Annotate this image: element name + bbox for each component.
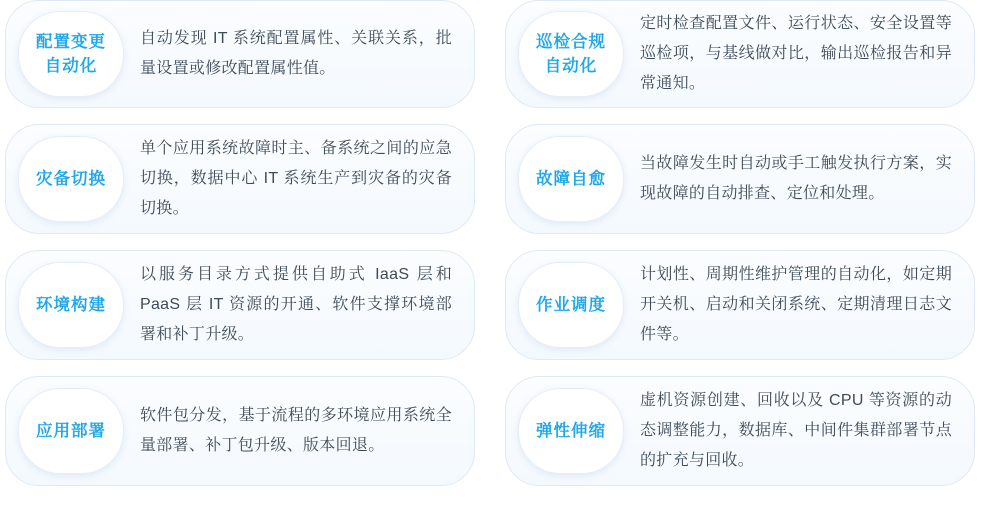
capability-badge bbox=[18, 388, 124, 474]
badge-title-line-1: 弹性伸缩 bbox=[536, 422, 606, 440]
badge-title-line-1: 巡检合规 bbox=[536, 33, 606, 51]
capability-card-config-change[interactable] bbox=[5, 0, 475, 108]
left-column bbox=[5, 0, 485, 507]
capability-badge bbox=[518, 262, 624, 348]
capability-description: 软件包分发，基于流程的多环境应用系统全量部署、补丁包升级、版本回退。 bbox=[140, 407, 452, 454]
badge-title-line-1: 环境构建 bbox=[36, 296, 106, 314]
right-column bbox=[505, 0, 985, 507]
badge-title-line-1: 灾备切换 bbox=[36, 170, 106, 188]
capability-description: 当故障发生时自动或手工触发执行方案，实现故障的自动排查、定位和处理。 bbox=[640, 155, 952, 202]
capability-description: 虚机资源创建、回收以及 CPU 等资源的动态调整能力，数据库、中间件集群部署节点的扩充与回收。 bbox=[640, 392, 952, 469]
capability-badge bbox=[18, 11, 124, 97]
capability-card-disaster-recovery-switch[interactable] bbox=[5, 124, 475, 234]
capability-description: 自动发现 IT 系统配置属性、关联关系，批量设置或修改配置属性值。 bbox=[140, 30, 452, 77]
capability-card-app-deployment[interactable] bbox=[5, 376, 475, 486]
capability-card-inspection-compliance[interactable] bbox=[505, 0, 975, 108]
capability-card-fault-self-healing[interactable] bbox=[505, 124, 975, 234]
capability-badge bbox=[518, 11, 624, 97]
badge-title-line-2: 自动化 bbox=[544, 57, 598, 75]
capability-badge bbox=[18, 136, 124, 222]
capability-description: 计划性、周期性维护管理的自动化，如定期开关机、启动和关闭系统、定期清理日志文件等。 bbox=[640, 266, 952, 343]
badge-title-line-2: 自动化 bbox=[44, 57, 98, 75]
badge-title-line-1: 应用部署 bbox=[36, 422, 106, 440]
capability-card-job-scheduling[interactable] bbox=[505, 250, 975, 360]
capability-description: 单个应用系统故障时主、备系统之间的应急切换，数据中心 IT 系统生产到灾备的灾备切换。 bbox=[140, 140, 452, 217]
badge-title-line-1: 作业调度 bbox=[536, 296, 606, 314]
capability-card-elastic-scaling[interactable] bbox=[505, 376, 975, 486]
badge-title-line-1: 配置变更 bbox=[36, 33, 106, 51]
capability-description: 定时检查配置文件、运行状态、安全设置等巡检项，与基线做对比，输出巡检报告和异常通知。 bbox=[640, 15, 952, 92]
capability-badge bbox=[518, 388, 624, 474]
capability-badge bbox=[18, 262, 124, 348]
capability-badge bbox=[518, 136, 624, 222]
badge-title-line-1: 故障自愈 bbox=[536, 170, 606, 188]
capability-card-environment-build[interactable] bbox=[5, 250, 475, 360]
capability-description: 以服务目录方式提供自助式 IaaS 层和PaaS 层 IT 资源的开通、软件支撑环境部署和补丁升级。 bbox=[140, 266, 452, 343]
